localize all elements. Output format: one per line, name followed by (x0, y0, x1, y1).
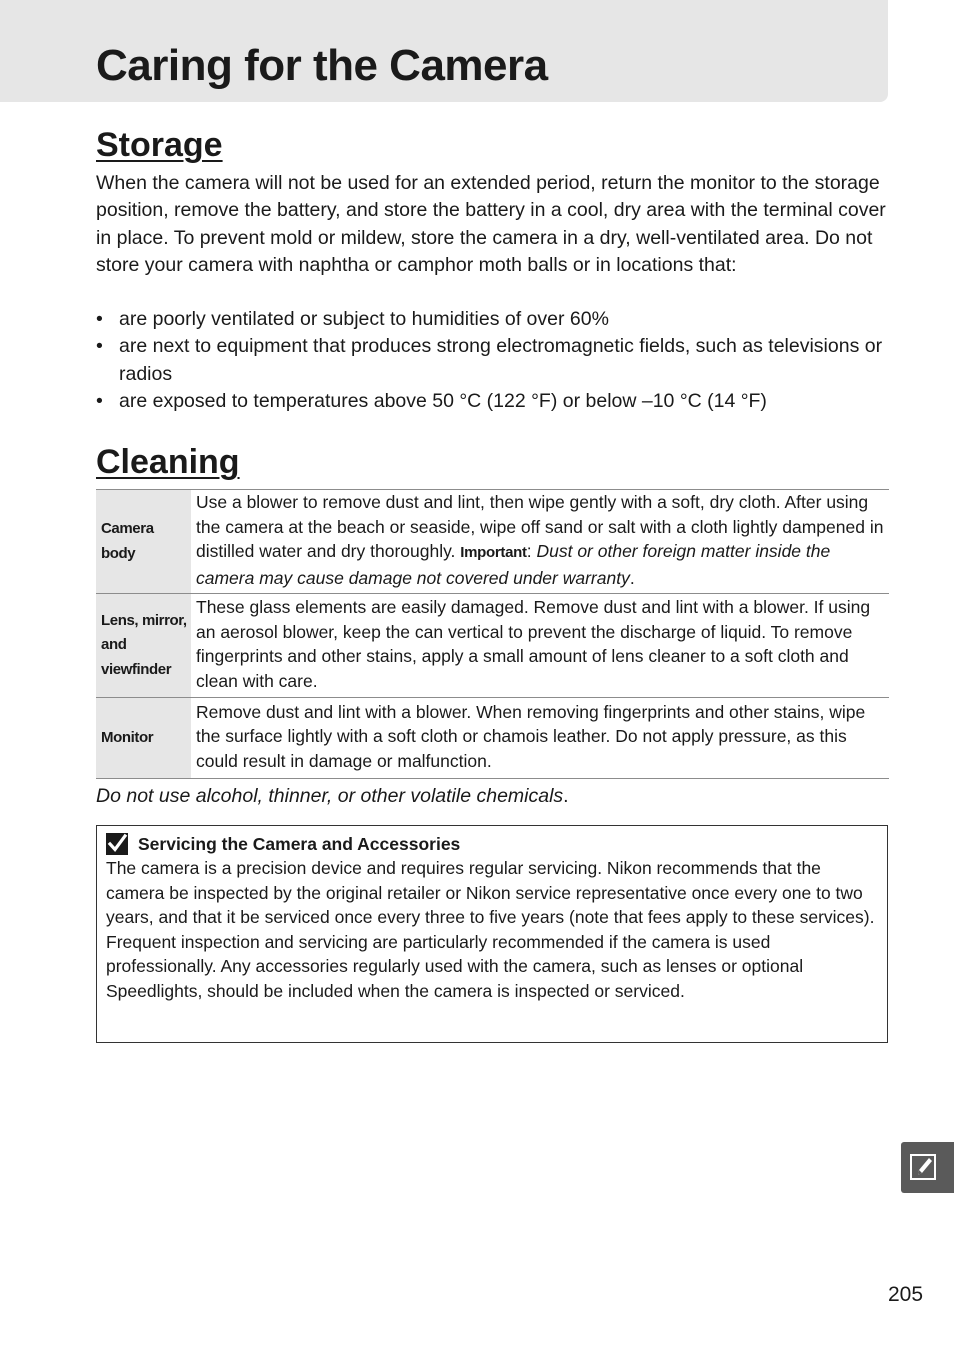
service-note-title: Servicing the Camera and Accessories (138, 833, 461, 854)
row-label-monitor: Monitor (96, 698, 191, 779)
storage-paragraph: When the camera will not be used for an extended period, return the monitor to the storage position, remove the battery, and store the battery in a cool, dry area with the terminal cover in place. To prevent mold or mildew, store the camera in a dry, well-ventilated area. Do not store your camera with naphtha or camphor moth balls or in locations that: (96, 172, 886, 276)
important-text: Dust or other foreign matter inside the camera may cause damage not covered under warranty (196, 541, 831, 588)
check-icon (106, 833, 128, 855)
list-item: • are next to equipment that produces strong electromagnetic fields, such as televisions or radios (96, 335, 883, 385)
table-row (96, 490, 889, 594)
service-note-box (96, 825, 888, 1043)
section-tab[interactable] (901, 1142, 954, 1193)
chemicals-warning: Do not use alcohol, thinner, or other volatile chemicals. (96, 785, 569, 807)
cleaning-table (96, 489, 889, 779)
table-row (96, 594, 889, 698)
service-note-text: The camera is a precision device and requires regular servicing. Nikon recommends that the camera be inspected by the original retailer or Nikon service representative once every one to two years, and that it be serviced once every three to five years (note that fees apply to these services). Frequent inspection and servicing are particularly recommended if the camera is used professionally. Any accessories regularly used with the camera, such as lenses or optional Speedlights, should be included when the camera is inspected or serviced. (106, 858, 875, 1001)
storage-heading: Storage (96, 126, 223, 164)
bullet-icon: • (96, 389, 103, 412)
list-item: • are exposed to temperatures above 50 °C (122 °F) or below –10 °C (14 °F) (96, 388, 888, 415)
table-row (96, 698, 889, 779)
service-note-header (106, 832, 877, 856)
important-label: Important (460, 544, 527, 561)
bullet-icon: • (96, 335, 103, 358)
row-label-camera-body: Camera body (96, 490, 191, 594)
row-text-camera-body: Use a blower to remove dust and lint, then wipe gently with a soft, dry cloth. After using the camera at the beach or seaside, wipe off sand or salt with a cloth lightly dampened in distilled water and dry thoroughly. Important: Dust or other foreign matter inside the camera may cause damage not covered under warranty. (191, 490, 889, 594)
list-item: • are poorly ventilated or subject to humidities of over 60% (96, 306, 888, 333)
row-label-lens: Lens, mirror, and viewfinder (96, 594, 191, 698)
page-title: Caring for the Camera (96, 41, 548, 90)
row-text-monitor: Remove dust and lint with a blower. When removing fingerprints and other stains, wipe the surface lightly with a soft cloth or chamois leather. Do not apply pressure, as this could result in damage or malfunction. (191, 698, 889, 779)
storage-bullet-list (96, 306, 888, 415)
bullet-icon: • (96, 308, 103, 330)
page-number: 205 (888, 1283, 924, 1306)
cleaning-heading: Cleaning (96, 443, 240, 481)
row-text-lens: These glass elements are easily damaged. Remove dust and lint with a blower. If using an aerosol blower, keep the can vertical to prevent the discharge of liquid. To remove fingerprints and other stains, apply a small amount of lens cleaner to a soft cloth and clean with care. (191, 594, 889, 698)
pen-note-icon (909, 1153, 937, 1181)
